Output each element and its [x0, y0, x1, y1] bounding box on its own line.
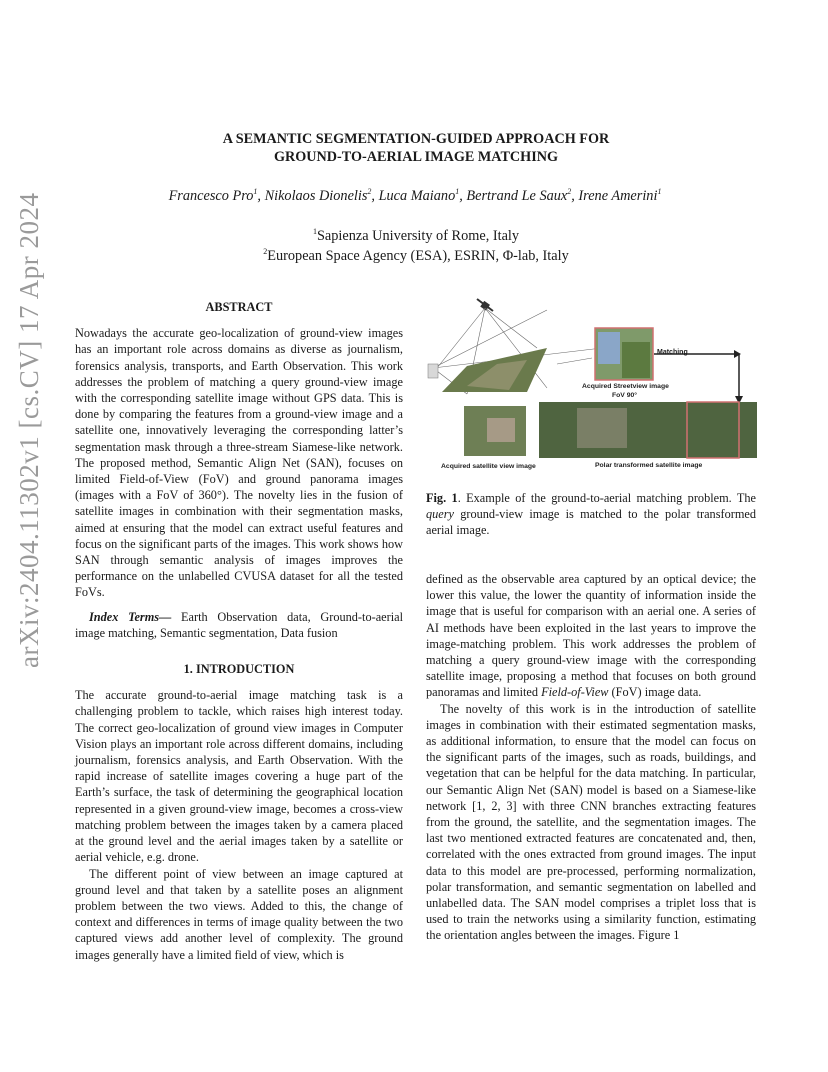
label-matching: Matching: [657, 349, 688, 356]
caption-text: ground-view image is matched to the polar transformed aerial image.: [426, 507, 756, 538]
figure-1: [427, 296, 757, 476]
label-streetview: Acquired Streetview image: [582, 383, 669, 390]
label-polar: Polar transformed satellite image: [595, 462, 703, 469]
abstract-text: Nowadays the accurate geo-localization of ground-view images has an important role across domains as diverse as journalism, forensics analysis, transports, and Earth Observation. This work addresses the problem of matching a query ground-view image with the corresponding satellite image without GPS data. This is done by comparing the features from a ground-view image and a satellite one, innovatively leveraging the corresponding latter’s segmentation mask through a three-stream Siamese-like network. The proposed method, Semantic Align Net (SAN), focuses on limited Field-of-View (FoV) and ground panorama images (images with a FoV of 360°). The novelty lies in the fusion of satellite images in combination with their segmentation masks, aimed at ensuring that the model can extract useful features and focus on the significant parts of the images. This work shows how SAN through semantic analysis of images improves the performance on the unlabelled CVUSA dataset for all the tested FoVs.: [75, 326, 403, 600]
index-terms-text: Earth Observation data, Ground-to-aerial image matching, Semantic segmentation, Data fusion: [75, 609, 403, 640]
index-terms: [75, 609, 403, 641]
affiliation-text: Sapienza University of Rome, Italy: [316, 228, 520, 244]
caption-text: . Example of the ground-to-aerial matching problem. The: [457, 491, 757, 505]
polar-transformed-image: [539, 402, 757, 458]
author: Bertrand Le Saux: [466, 188, 568, 204]
figure-caption: [426, 490, 756, 539]
author: Francesco Pro: [168, 188, 254, 204]
perspective-arrow: [557, 358, 592, 364]
paragraph-text: defined as the observable area captured by an optical device; the lower this value, the lower the quantity of information inside the image that is useful for comparison with an aerial one. A series of AI methods have been exploited in the last years to improve the image-matching problem. This work addresses the problem of matching a query ground-view image with the corresponding satellite image, proposing a method that focuses on both ground panoramas and limited: [426, 572, 756, 700]
author-affiliation-sup: 1: [455, 187, 460, 197]
affiliation-1: [100, 226, 732, 246]
streetview-trees: [622, 342, 650, 378]
camera-icon: [428, 364, 438, 378]
introduction-heading: 1. INTRODUCTION: [183, 662, 295, 677]
left-column: [75, 299, 403, 963]
satellite-building: [487, 418, 515, 442]
streetview-building: [598, 332, 620, 364]
affiliation-sup: 2: [263, 247, 268, 257]
author-affiliation-sup: 1: [253, 187, 258, 197]
polar-region: [577, 408, 627, 448]
paragraph-emphasis: Field-of-View: [541, 685, 609, 700]
arrow-right-icon: [734, 350, 741, 358]
introduction-paragraph-1: The accurate ground-to-aerial image matching task is a challenging problem to tackle, which raises high interest today. The correct geo-localization of ground view images in Computer Vision plays an important role across different domains, including journalism, forensics analysis, and Earth Observation. With the rapid increase of satellite images covering a huge part of the Earth’s surface, the task of determining the geographical location represented in a given ground-view image, becomes a cross-view matching problem between the images taken by a camera placed at the ground level and the aerial images taken by a satellite or aerial vehicle, e.g. drone.: [75, 688, 403, 865]
author-affiliation-sup: 1: [657, 187, 662, 197]
affiliation-2: [100, 246, 732, 266]
paragraph-text: (FoV) image data.: [608, 685, 702, 700]
abstract-heading: ABSTRACT: [205, 300, 273, 314]
title-line-1: A SEMANTIC SEGMENTATION-GUIDED APPROACH FOR: [222, 131, 610, 147]
arxiv-identifier: arXiv:2404.11302v1 [cs.CV] 17 Apr 2024: [14, 192, 44, 668]
affiliations: [100, 226, 732, 266]
right-paragraph-2: The novelty of this work is in the introduction of satellite images in combination with their estimated segmentation masks, as additional information, to ensure that the model can focus on the significant parts of the images, such as roads, buildings, and vegetation that can be helpful for the data matching. In particular, our Semantic Align Net (SAN) model is based on a Siamese-like network [1, 2, 3] with three CNN branches extracting features from the ground, the satellite, and the segmentation images. The last two mentioned extracted features are concatenated and, then, correlated with the ones extracted from ground images. The input data to this model are pre-processed, performing normalization, polar transformation, and semantic segmentation on labelled and unlabelled data. The SAN model comprises a triplet loss that is used to train the networks using a similarity function, estimating the orientation angles between the images. Figure 1: [426, 701, 756, 943]
right-paragraph-1: [426, 571, 756, 701]
author: Irene Amerini: [578, 188, 658, 204]
introduction-paragraph-2: The different point of view between an image captured at ground level and that taken by a satellite poses an alignment problem between the two views. Added to this, the change of context and differences in terms of image quality between the two captured views add another level of complexity. The ground images generally have a limited field of view, which is: [75, 866, 403, 962]
label-satellite-view: Acquired satellite view image: [441, 463, 536, 470]
paper-title: [100, 130, 732, 166]
author: Luca Maiano: [378, 188, 456, 204]
author-affiliation-sup: 2: [567, 187, 572, 197]
label-fov: FoV 90°: [612, 392, 638, 399]
affiliation-text: European Space Agency (ESA), ESRIN, Φ-lab, Italy: [267, 248, 569, 264]
right-column: [426, 571, 756, 944]
title-line-2: GROUND-TO-AERIAL IMAGE MATCHING: [273, 149, 559, 165]
affiliation-sup: 1: [312, 227, 317, 237]
caption-label: Fig. 1: [426, 491, 458, 505]
caption-emphasis: query: [426, 507, 454, 522]
author-list: Francesco Pro$^1$, Nikolaos Dionelis$^2$, Luca Maiano$^1$, Bertrand Le Saux$^2$, Irene Amerini$^1$: [168, 187, 662, 204]
author: Nikolaos Dionelis: [264, 188, 368, 204]
index-terms-label: Index Terms—: [89, 609, 172, 624]
author-affiliation-sup: 2: [367, 187, 372, 197]
